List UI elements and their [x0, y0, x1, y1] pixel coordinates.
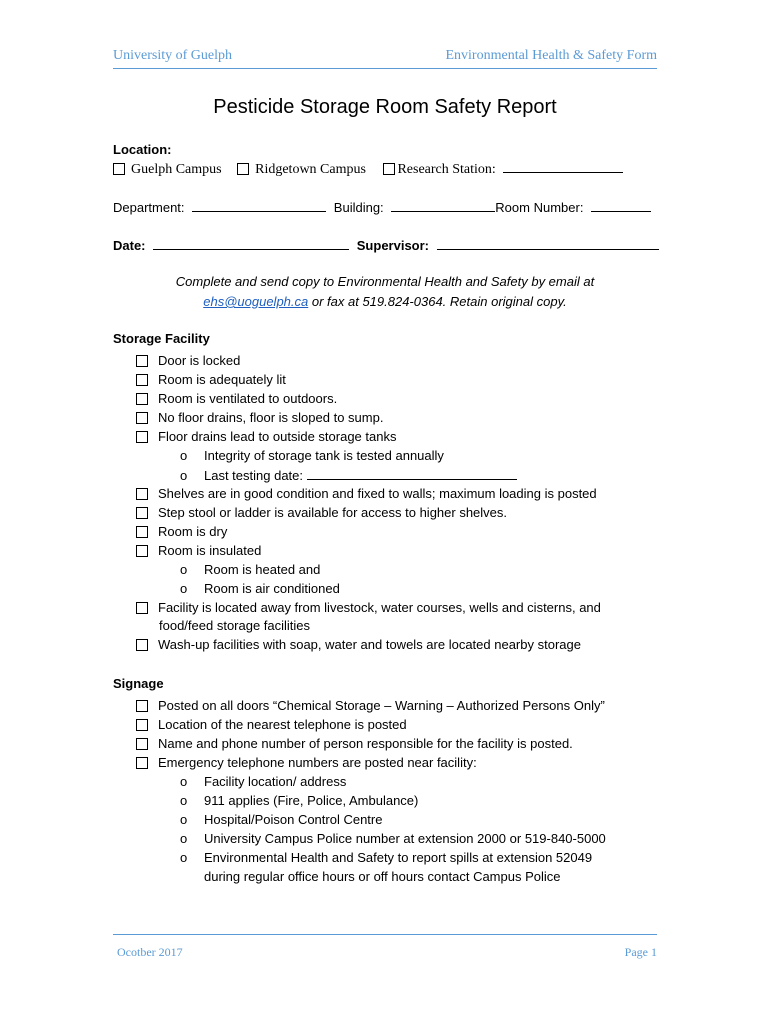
research-station-option[interactable]: Research Station: — [383, 162, 495, 177]
storage-facility-title: Storage Facility — [113, 331, 210, 346]
checkbox-icon[interactable] — [237, 163, 249, 175]
department-row — [113, 199, 651, 215]
storage-item[interactable]: Room is dry — [136, 524, 227, 539]
bullet-icon: o — [180, 812, 188, 827]
bullet-icon: o — [180, 448, 188, 463]
instructions: Complete and send copy to Environmental Health and Safety by email at ehs@uoguelph.ca or fax at 519.824-0364. Retain original copy. — [175, 274, 595, 309]
ridgetown-campus-option[interactable]: Ridgetown Campus — [237, 162, 366, 177]
signage-sub-item: o Hospital/Poison Control Centre — [180, 812, 383, 827]
footer-date: Ocotber 2017 — [117, 945, 183, 959]
checkbox-icon[interactable] — [136, 639, 148, 651]
checkbox-icon[interactable] — [136, 393, 148, 405]
page-number: Page 1 — [624, 945, 657, 959]
date-row — [113, 237, 659, 253]
date-label: Date: — [113, 238, 146, 253]
room-number-field[interactable] — [591, 199, 651, 212]
building-field[interactable] — [391, 199, 495, 212]
checkbox-icon[interactable] — [136, 355, 148, 367]
signage-title: Signage — [113, 676, 164, 691]
page-footer — [113, 934, 657, 961]
location-label: Location: — [113, 142, 172, 157]
checkbox-icon[interactable] — [136, 700, 148, 712]
signage-sub-item: o 911 applies (Fire, Police, Ambulance) — [180, 793, 419, 808]
storage-sub-item: o Integrity of storage tank is tested annually — [180, 448, 444, 463]
building-label: Building: — [333, 200, 384, 215]
location-options — [113, 160, 623, 178]
bullet-icon: o — [180, 468, 188, 483]
bullet-icon: o — [180, 562, 188, 577]
checkbox-icon[interactable] — [136, 602, 148, 614]
signage-sub-continuation: during regular office hours or off hours contact Campus Police — [204, 869, 561, 884]
storage-item[interactable]: Room is adequately lit — [136, 372, 286, 387]
last-testing-date-field[interactable] — [307, 467, 517, 480]
ehs-email-link[interactable]: ehs@uoguelph.ca — [203, 294, 309, 309]
checkbox-icon[interactable] — [136, 738, 148, 750]
storage-item[interactable]: Shelves are in good condition and fixed to walls; maximum loading is posted — [136, 486, 597, 501]
checkbox-icon[interactable] — [136, 719, 148, 731]
checkbox-icon[interactable] — [136, 545, 148, 557]
signage-sub-item: o Facility location/ address — [180, 774, 347, 789]
research-station-field[interactable] — [503, 160, 623, 173]
storage-item[interactable]: Wash-up facilities with soap, water and towels are located nearby storage — [136, 637, 581, 652]
header-org: University of Guelph — [113, 48, 232, 63]
signage-sub-item: o Environmental Health and Safety to report spills at extension 52049 — [180, 850, 593, 865]
storage-item[interactable]: Room is insulated — [136, 543, 261, 558]
checkbox-icon[interactable] — [136, 412, 148, 424]
storage-sub-item: o Last testing date: — [180, 467, 517, 483]
page-header — [113, 46, 657, 69]
bullet-icon: o — [180, 774, 188, 789]
department-label: Department: — [113, 200, 185, 215]
storage-item[interactable]: Floor drains lead to outside storage tanks — [136, 429, 396, 444]
bullet-icon: o — [180, 793, 188, 808]
checkbox-icon[interactable] — [136, 526, 148, 538]
supervisor-field[interactable] — [437, 237, 659, 250]
bullet-icon: o — [180, 831, 188, 846]
bullet-icon: o — [180, 850, 188, 865]
checkbox-icon[interactable] — [136, 507, 148, 519]
signage-item[interactable]: Location of the nearest telephone is posted — [136, 717, 407, 732]
checkbox-icon[interactable] — [136, 488, 148, 500]
checkbox-icon[interactable] — [113, 163, 125, 175]
storage-item[interactable]: No floor drains, floor is sloped to sump. — [136, 410, 383, 425]
header-form-name: Environmental Health & Safety Form — [445, 48, 657, 63]
supervisor-label: Supervisor: — [356, 238, 430, 253]
bullet-icon: o — [180, 581, 188, 596]
room-number-label: Room Number: — [495, 200, 584, 215]
signage-sub-item: o University Campus Police number at extension 2000 or 519-840-5000 — [180, 831, 606, 846]
storage-item[interactable]: Door is locked — [136, 353, 240, 368]
signage-item[interactable]: Emergency telephone numbers are posted near facility: — [136, 755, 477, 770]
checkbox-icon[interactable] — [383, 163, 395, 175]
page-title: Pesticide Storage Room Safety Report — [213, 96, 557, 118]
checkbox-icon[interactable] — [136, 374, 148, 386]
storage-item[interactable]: Facility is located away from livestock, water courses, wells and cisterns, and — [136, 600, 601, 615]
storage-item[interactable]: Step stool or ladder is available for access to higher shelves. — [136, 505, 507, 520]
checkbox-icon[interactable] — [136, 431, 148, 443]
storage-sub-item: o Room is heated and — [180, 562, 321, 577]
checkbox-icon[interactable] — [136, 757, 148, 769]
date-field[interactable] — [153, 237, 349, 250]
signage-item[interactable]: Name and phone number of person responsible for the facility is posted. — [136, 736, 573, 751]
department-field[interactable] — [192, 199, 326, 212]
signage-item[interactable]: Posted on all doors “Chemical Storage – Warning – Authorized Persons Only” — [136, 698, 605, 713]
storage-item-continuation: food/feed storage facilities — [159, 618, 311, 633]
storage-item[interactable]: Room is ventilated to outdoors. — [136, 391, 337, 406]
guelph-campus-option[interactable]: Guelph Campus — [113, 162, 222, 177]
storage-sub-item: o Room is air conditioned — [180, 581, 340, 596]
